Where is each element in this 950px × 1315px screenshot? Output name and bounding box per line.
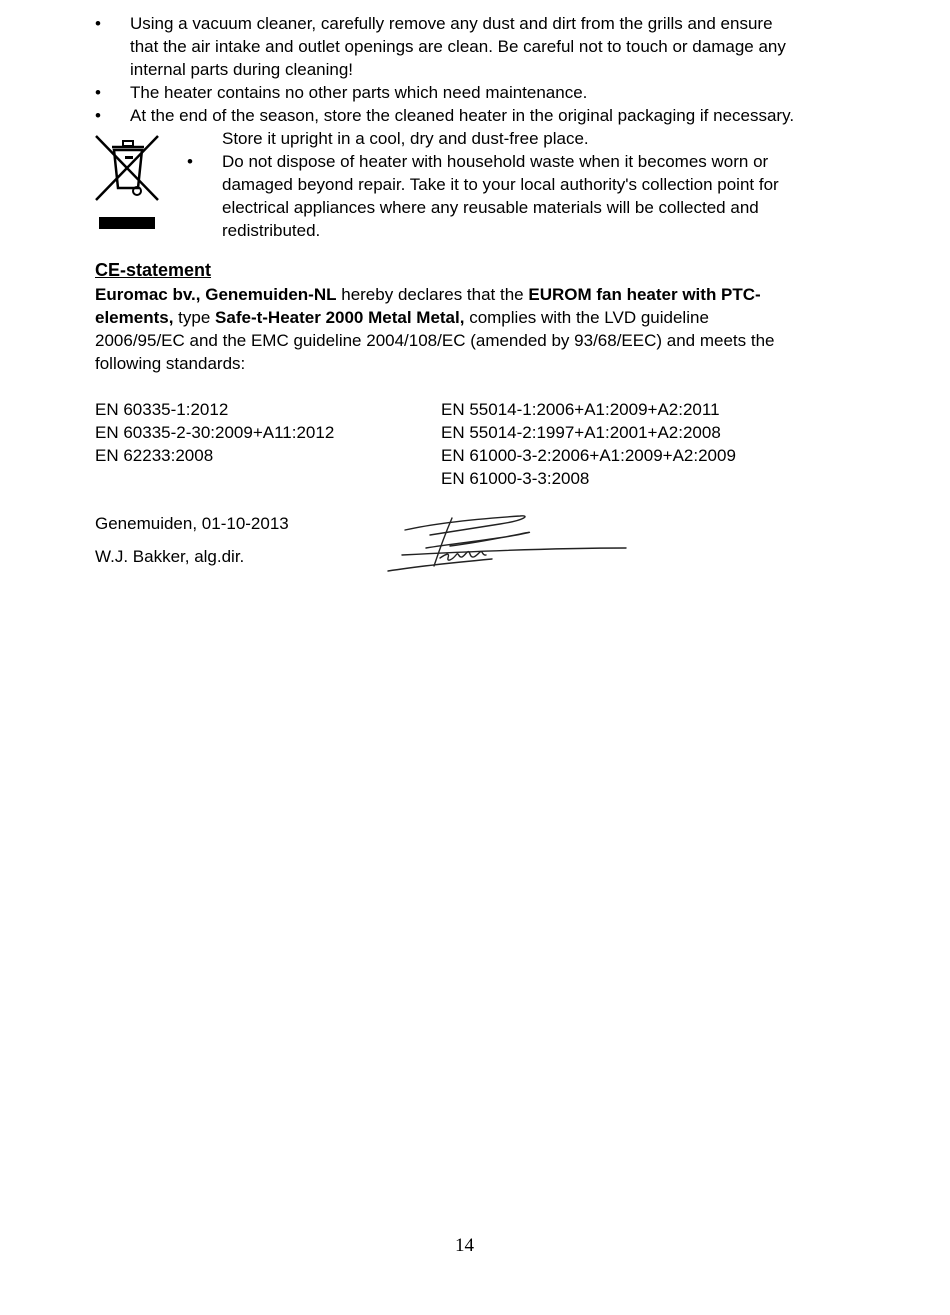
handwritten-signature xyxy=(380,508,632,580)
disposal-line: damaged beyond repair. Take it to your local authority's collection point for xyxy=(222,175,779,194)
product-name-cont: elements, xyxy=(95,308,174,327)
standard-item: EN 60335-2-30:2009+A11:2012 xyxy=(95,423,335,442)
standard-item: EN 55014-2:1997+A1:2001+A2:2008 xyxy=(441,423,721,442)
product-name: EUROM fan heater with PTC- xyxy=(528,285,761,304)
disposal-line: Do not dispose of heater with household waste when it becomes worn or xyxy=(222,152,769,171)
company-name: Euromac bv., Genemuiden-NL xyxy=(95,285,337,304)
bullet-marker: • xyxy=(187,152,193,171)
standards-left-column xyxy=(95,398,334,467)
bullet-marker: • xyxy=(95,106,101,125)
ce-text: complies with the LVD guideline xyxy=(464,308,709,327)
crossed-out-wheelie-bin-icon xyxy=(92,132,164,232)
ce-line-2 xyxy=(95,306,775,329)
ce-line-1 xyxy=(95,283,775,306)
standard-item: EN 62233:2008 xyxy=(95,446,214,465)
ce-line-4: following standards: xyxy=(95,354,246,373)
list-item-end-of-season xyxy=(130,104,794,127)
disposal-text xyxy=(222,150,779,242)
place-date: Genemuiden, 01-10-2013 xyxy=(95,514,289,533)
ce-line-3: 2006/95/EC and the EMC guideline 2004/108/EC (amended by 93/68/EEC) and meets the xyxy=(95,331,775,350)
disposal-line: redistributed. xyxy=(222,221,321,240)
list-item-vacuum xyxy=(130,12,786,81)
list-line: At the end of the season, store the cleaned heater in the original packaging if necessary. xyxy=(130,106,795,125)
standard-item: EN 60335-1:2012 xyxy=(95,400,229,419)
disposal-line: electrical appliances where any reusable materials will be collected and xyxy=(222,198,759,217)
standard-item: EN 61000-3-2:2006+A1:2009+A2:2009 xyxy=(441,446,736,465)
list-line: internal parts during cleaning! xyxy=(130,60,354,79)
page-number: 14 xyxy=(455,1235,474,1256)
standards-right-column xyxy=(441,398,736,490)
product-type: Safe-t-Heater 2000 Metal Metal, xyxy=(215,308,465,327)
ce-text: hereby declares that the xyxy=(336,285,529,304)
bullet-marker: • xyxy=(95,83,101,102)
list-line: Using a vacuum cleaner, carefully remove any dust and dirt from the grills and ensure xyxy=(130,14,773,33)
standard-item: EN 55014-1:2006+A1:2009+A2:2011 xyxy=(441,400,720,419)
bullet-marker: • xyxy=(95,14,101,33)
list-line: The heater contains no other parts which need maintenance. xyxy=(130,83,588,102)
ce-text: type xyxy=(173,308,216,327)
list-line: that the air intake and outlet openings are clean. Be careful not to touch or damage any xyxy=(130,37,786,56)
list-item-no-maintenance xyxy=(130,81,587,104)
standard-item: EN 61000-3-3:2008 xyxy=(441,469,590,488)
ce-statement-body xyxy=(95,283,775,375)
storage-text: Store it upright in a cool, dry and dust-free place. xyxy=(222,129,589,148)
ce-statement-title: CE-statement xyxy=(95,260,212,280)
signatory: W.J. Bakker, alg.dir. xyxy=(95,547,245,566)
